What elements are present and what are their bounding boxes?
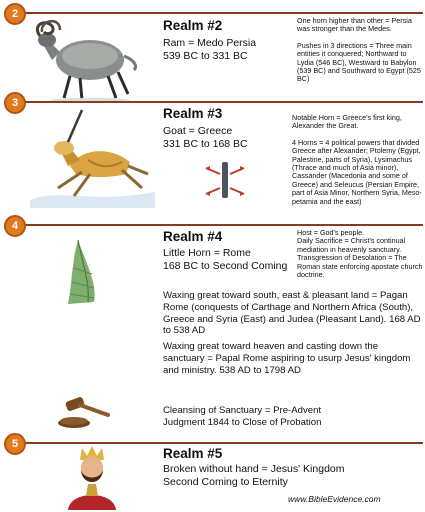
- realm-line: 331 BC to 168 BC: [163, 137, 248, 150]
- realm-line: 539 BC to 331 BC: [163, 49, 248, 62]
- realm-line: Ram = Medo Persia: [163, 37, 257, 49]
- realm-title-3: Realm #3: [163, 106, 223, 121]
- paragraph-papal-rome: Waxing great toward heaven and casting down the sanctuary = Papal Rome aspiring to usurp Jesus' kingdom and ministry. 538 AD to 1798 AD: [163, 341, 411, 376]
- section-divider-2: [8, 12, 423, 14]
- realm-line: Broken without hand = Jesus' Kingdom: [163, 463, 345, 475]
- realm-title-5: Realm #5: [163, 446, 223, 461]
- website-credit: www.BibleEvidence.com: [288, 494, 381, 504]
- section-divider-4: [8, 224, 423, 226]
- realm-number-badge-2: 2: [4, 3, 26, 25]
- paragraph-pagan-rome: Waxing great toward south, east & pleasant land = Pagan Rome (conquests of Carthage and Northern Africa (South), Greece and Syria (East) and Judea (Pleasant Land). 168 AD to 538 AD: [163, 290, 421, 337]
- section-divider-5: [8, 442, 423, 444]
- gavel-icon: [56, 393, 112, 433]
- note: Daily Sacrifice = Christ's continual mediation in heavenly sanctuary.: [297, 236, 406, 254]
- realm-line: 168 BC to Second Coming: [163, 259, 288, 272]
- realm-number-badge-4: 4: [4, 215, 26, 237]
- king-illustration: [64, 446, 120, 510]
- realm-number-badge-3: 3: [4, 92, 26, 114]
- realm-description-2: [163, 37, 256, 62]
- realm-title-2: Realm #2: [163, 18, 223, 33]
- realm-line: Second Coming to Eternity: [163, 475, 288, 488]
- realm-notes-2: [297, 17, 422, 84]
- paragraph-cleansing: Cleansing of Sanctuary = Pre-Advent Judgment 1844 to Close of Probation: [163, 405, 322, 428]
- realm-notes-4: [297, 229, 423, 279]
- note: Host = God's people.: [297, 228, 365, 237]
- realm-notes-3: [292, 114, 422, 206]
- realm-number-badge-5: 5: [4, 433, 26, 455]
- realm-line: Little Horn = Rome: [163, 247, 251, 259]
- goat-illustration: [30, 108, 155, 208]
- arrows-icon: [200, 158, 250, 202]
- note: One horn higher than other = Persia was stronger than the Medes.: [297, 16, 412, 34]
- horn-illustration: [64, 238, 100, 306]
- realm-title-4: Realm #4: [163, 229, 223, 244]
- note: Notable Horn = Greece's first king, Alexander the Great.: [292, 113, 402, 131]
- realm-description-4: [163, 247, 287, 272]
- note: Transgression of Desolation = The Roman state enforcing apostate church doctrine.: [297, 253, 423, 280]
- section-divider-3: [8, 101, 423, 103]
- realm-description-3: [163, 125, 248, 150]
- ram-illustration: [30, 16, 148, 102]
- note: 4 Horns = 4 political powers that divided Greece after Alexander; Ptolemy (Egypt, Palestine, parts of Syria), Lysimachus (Thrace and much of Asia minor), Cassander (Macedonia and some of Greece) and Seleucus (Persian Empire, part of Asia Minor, Northern Syria, Meso-petamia and the east): [292, 137, 422, 206]
- realm-line: Goat = Greece: [163, 125, 233, 137]
- note: Pushes in 3 directions = Three main entities it conquered; Northward to Lydia (546 BC), Westward to Babylon (539 BC) and Southward to Egypt (525 BC): [297, 40, 421, 84]
- realm-description-5: [163, 463, 345, 488]
